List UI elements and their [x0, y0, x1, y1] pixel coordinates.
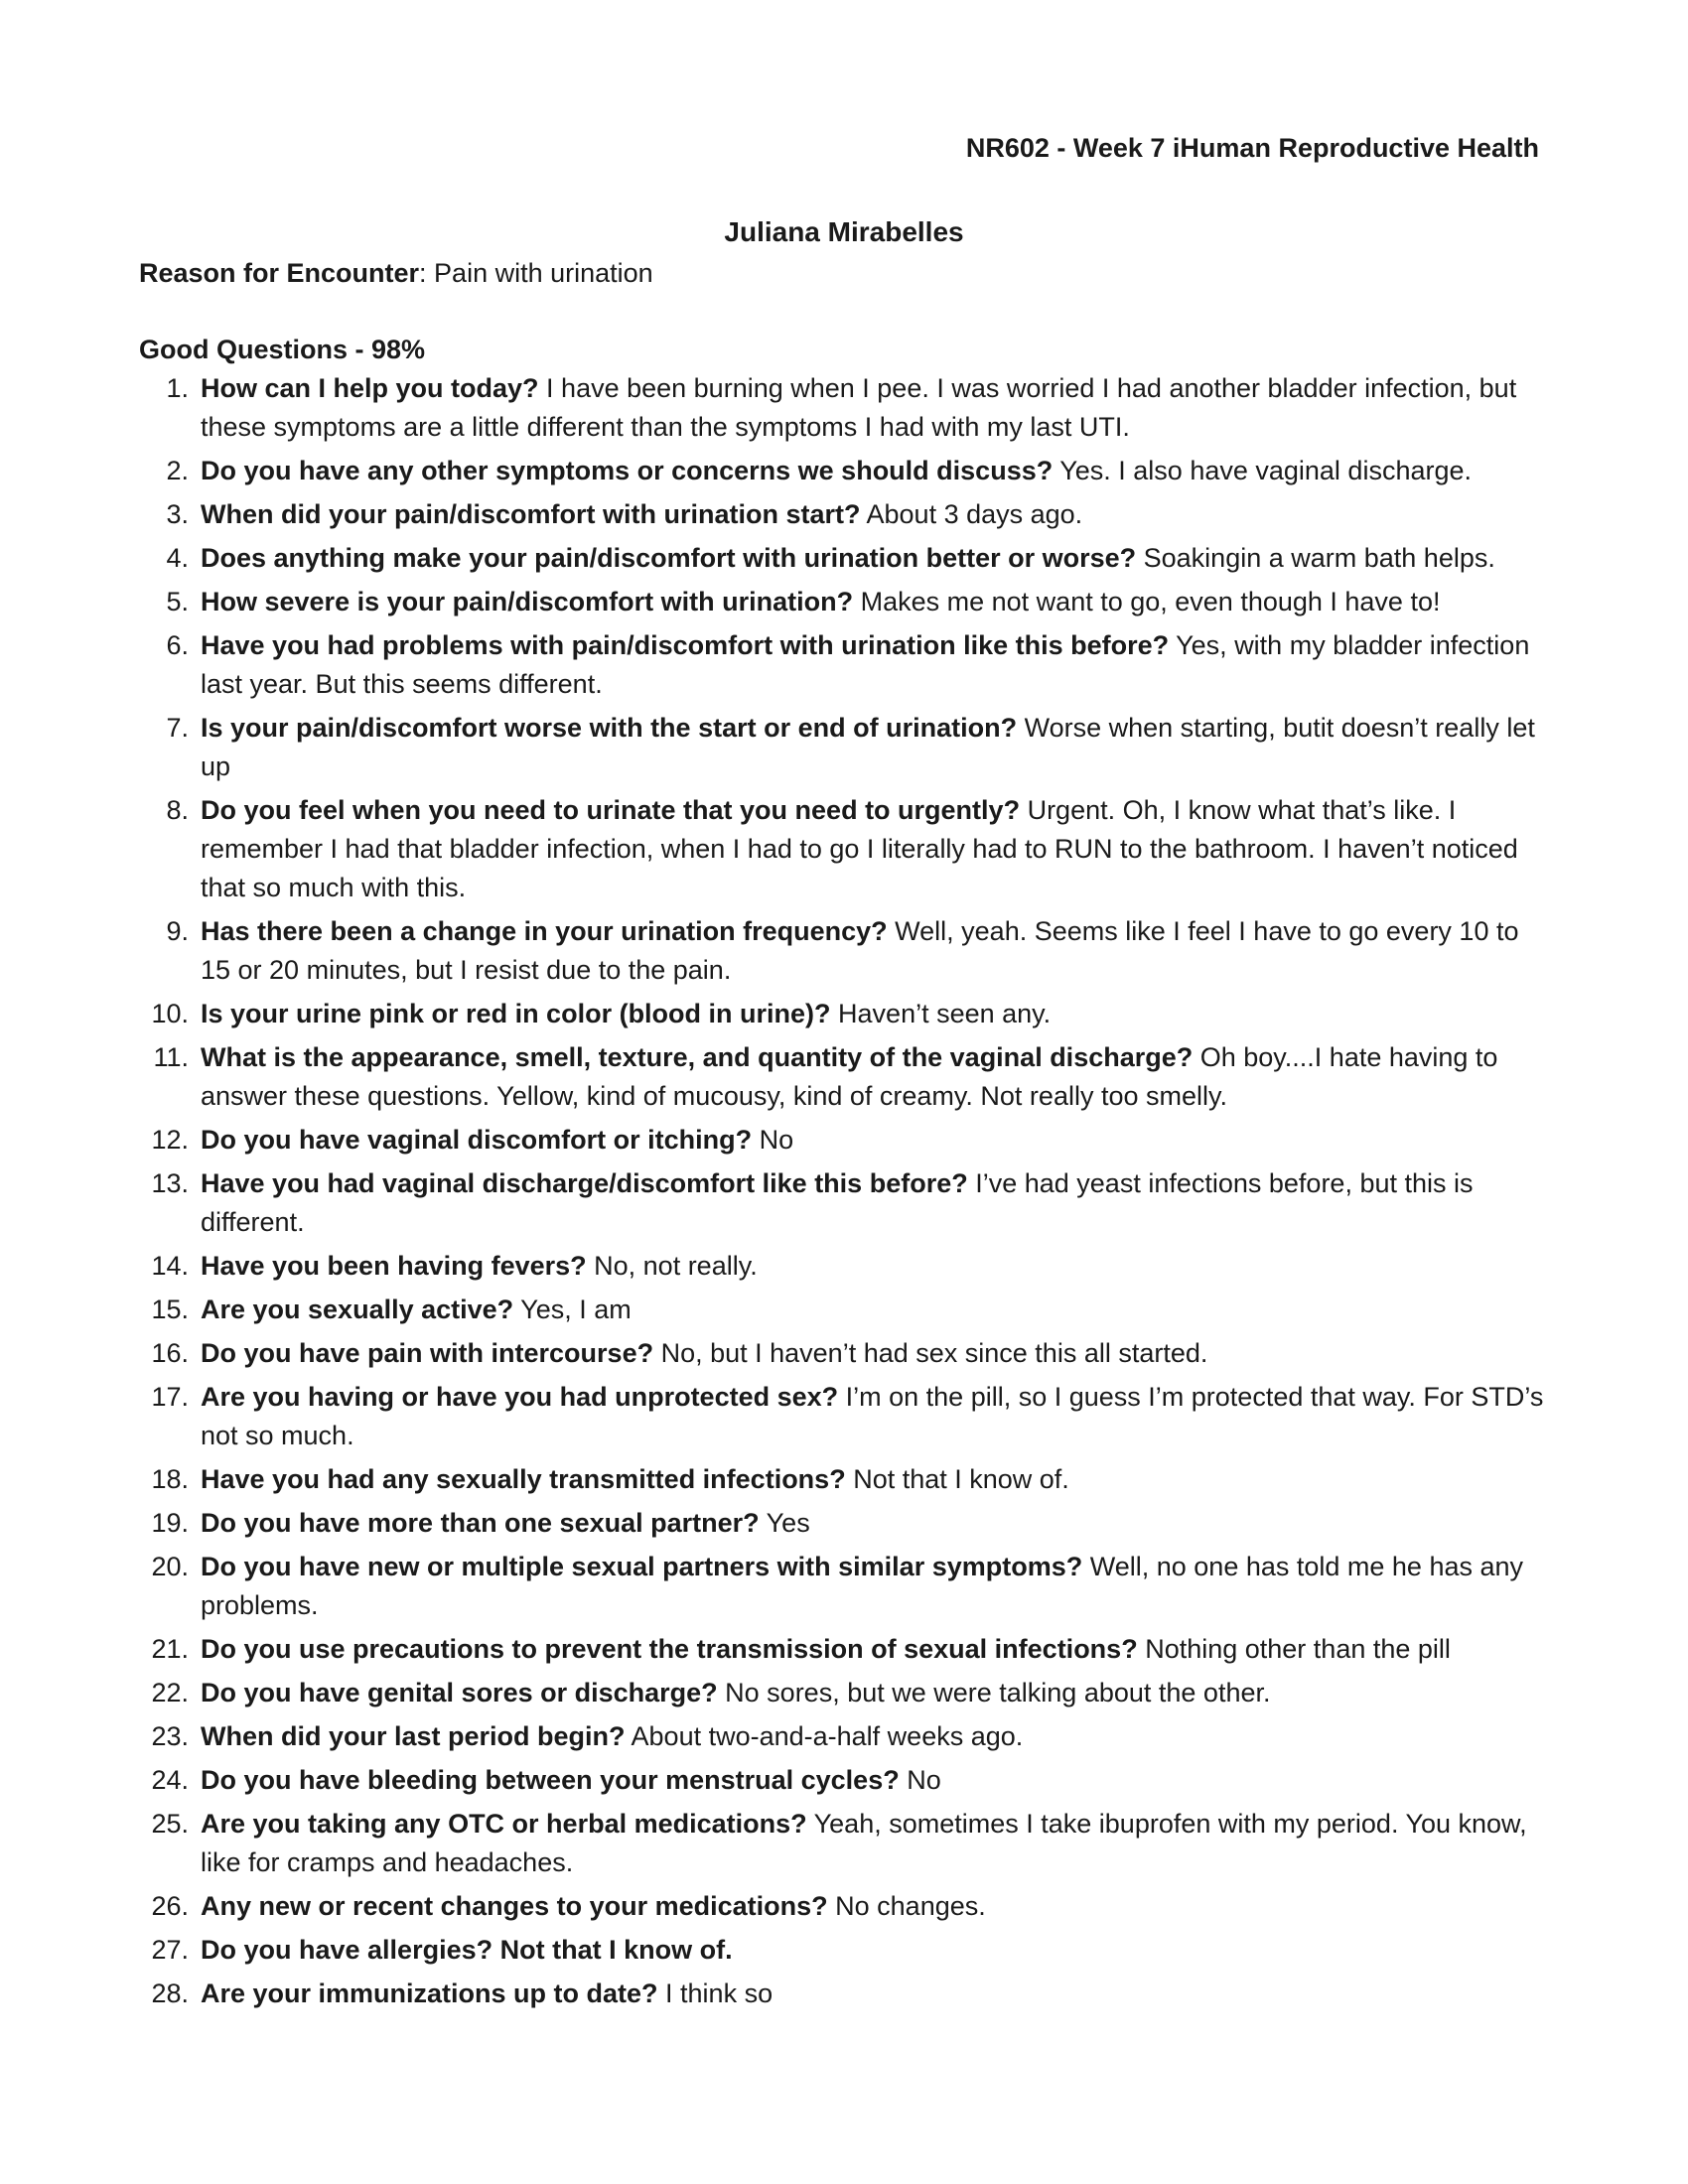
- question-text: Do you have allergies? Not that I know of.: [201, 1935, 733, 1965]
- question-item: [139, 583, 1549, 621]
- question-number: 13.: [151, 1168, 189, 1198]
- question-text: Is your pain/discomfort worse with the start or end of urination?: [201, 713, 1018, 743]
- question-item: [139, 626, 1549, 704]
- question-item: [139, 1887, 1549, 1926]
- question-text: Are you having or have you had unprotected sex?: [201, 1382, 839, 1412]
- answer-text: About 3 days ago.: [860, 499, 1083, 529]
- question-number: 11.: [153, 1042, 189, 1072]
- question-number: 12.: [151, 1125, 189, 1155]
- question-number: 16.: [151, 1338, 189, 1368]
- answer-text: I’m on the pill, so I guess I’m protected that way. For STD’s not so much.: [201, 1382, 1544, 1450]
- question-text: Any new or recent changes to your medications?: [201, 1891, 828, 1921]
- answer-text: Not that I know of.: [845, 1464, 1069, 1494]
- section-heading: Good Questions - 98%: [139, 335, 426, 364]
- question-text: Are you taking any OTC or herbal medications?: [201, 1809, 807, 1839]
- answer-text: No: [899, 1765, 941, 1795]
- answer-text: Makes me not want to go, even though I have to!: [853, 587, 1441, 616]
- reason-label: Reason for Encounter: [139, 258, 420, 288]
- question-item: [139, 452, 1549, 490]
- question-text: Have you been having fevers?: [201, 1251, 587, 1281]
- answer-text: Yes: [759, 1508, 810, 1538]
- answer-text: Well, no one has told me he has any problems.: [201, 1552, 1524, 1620]
- question-text: How can I help you today?: [201, 373, 539, 403]
- question-text: How severe is your pain/discomfort with urination?: [201, 587, 854, 616]
- question-text: Do you have bleeding between your menstrual cycles?: [201, 1765, 900, 1795]
- question-number: 8.: [166, 795, 189, 825]
- answer-text: Well, yeah. Seems like I feel I have to go every 10 to 15 or 20 minutes, but I resist due to the pain.: [201, 916, 1519, 985]
- question-number: 19.: [151, 1508, 189, 1538]
- question-number: 28.: [151, 1979, 189, 2008]
- question-text: Do you have more than one sexual partner?: [201, 1508, 760, 1538]
- answer-text: Oh boy....I hate having to answer these questions. Yellow, kind of mucousy, kind of creamy. Not really too smelly.: [201, 1042, 1498, 1111]
- question-item: [139, 1121, 1549, 1160]
- question-text: Are you sexually active?: [201, 1295, 514, 1324]
- question-text: Do you have any other symptoms or concerns we should discuss?: [201, 456, 1054, 485]
- answer-text: Soakingin a warm bath helps.: [1136, 543, 1495, 573]
- question-item: [139, 369, 1549, 447]
- question-item: [139, 1504, 1549, 1543]
- question-number: 22.: [151, 1678, 189, 1707]
- question-number: 3.: [166, 499, 189, 529]
- question-item: [139, 1717, 1549, 1756]
- question-text: Do you have vaginal discomfort or itching?: [201, 1125, 753, 1155]
- answer-text: Yes, I am: [513, 1295, 632, 1324]
- answer-text: Yes, with my bladder infection last year. But this seems different.: [201, 630, 1530, 699]
- question-number: 14.: [151, 1251, 189, 1281]
- reason-for-encounter: [139, 258, 653, 289]
- answer-text: I have been burning when I pee. I was worried I had another bladder infection, but these symptoms are a little different than the symptoms I had with my last UTI.: [201, 373, 1517, 442]
- question-number: 25.: [151, 1809, 189, 1839]
- question-text: Has there been a change in your urination frequency?: [201, 916, 888, 946]
- question-text: Do you use precautions to prevent the transmission of sexual infections?: [201, 1634, 1138, 1664]
- question-list: [139, 369, 1549, 2018]
- question-number: 15.: [151, 1295, 189, 1324]
- question-text: When did your last period begin?: [201, 1721, 626, 1751]
- question-item: [139, 1291, 1549, 1329]
- answer-text: I think so: [657, 1979, 774, 2008]
- question-item: [139, 791, 1549, 907]
- question-number: 7.: [166, 713, 189, 743]
- answer-text: Worse when starting, butit doesn’t really let up: [201, 713, 1535, 781]
- question-item: [139, 1548, 1549, 1625]
- question-number: 21.: [151, 1634, 189, 1664]
- question-item: [139, 1460, 1549, 1499]
- question-item: [139, 495, 1549, 534]
- question-item: [139, 709, 1549, 786]
- question-number: 2.: [166, 456, 189, 485]
- answer-text: No, not really.: [586, 1251, 758, 1281]
- question-item: [139, 1247, 1549, 1286]
- question-item: [139, 1761, 1549, 1800]
- answer-text: Yeah, sometimes I take ibuprofen with my period. You know, like for cramps and headaches.: [201, 1809, 1527, 1877]
- question-number: 10.: [151, 999, 189, 1028]
- answer-text: Nothing other than the pill: [1137, 1634, 1451, 1664]
- answer-text: No sores, but we were talking about the other.: [717, 1678, 1271, 1707]
- question-item: [139, 1378, 1549, 1455]
- answer-text: Haven’t seen any.: [830, 999, 1052, 1028]
- question-text: Do you have new or multiple sexual partners with similar symptoms?: [201, 1552, 1083, 1581]
- patient-name-title: Juliana Mirabelles: [724, 216, 964, 247]
- question-text: Are your immunizations up to date?: [201, 1979, 658, 2008]
- question-text: Do you have genital sores or discharge?: [201, 1678, 718, 1707]
- question-text: Do you have pain with intercourse?: [201, 1338, 654, 1368]
- question-number: 9.: [166, 916, 189, 946]
- question-item: [139, 995, 1549, 1033]
- question-item: [139, 912, 1549, 990]
- question-number: 5.: [166, 587, 189, 616]
- question-text: Is your urine pink or red in color (blood in urine)?: [201, 999, 831, 1028]
- question-number: 23.: [151, 1721, 189, 1751]
- question-item: [139, 1975, 1549, 2013]
- question-number: 17.: [151, 1382, 189, 1412]
- answer-text: No: [752, 1125, 794, 1155]
- question-number: 27.: [151, 1935, 189, 1965]
- question-text: Have you had vaginal discharge/discomfort like this before?: [201, 1168, 968, 1198]
- question-text: Have you had any sexually transmitted infections?: [201, 1464, 846, 1494]
- question-number: 20.: [151, 1552, 189, 1581]
- question-number: 18.: [151, 1464, 189, 1494]
- answer-text: About two-and-a-half weeks ago.: [625, 1721, 1024, 1751]
- answer-text: No, but I haven’t had sex since this all started.: [653, 1338, 1208, 1368]
- question-item: [139, 1038, 1549, 1116]
- question-item: [139, 1164, 1549, 1242]
- question-item: [139, 539, 1549, 578]
- answer-text: No changes.: [827, 1891, 986, 1921]
- question-item: [139, 1674, 1549, 1712]
- question-text: Have you had problems with pain/discomfort with urination like this before?: [201, 630, 1170, 660]
- question-number: 26.: [151, 1891, 189, 1921]
- question-text: Do you feel when you need to urinate that you need to urgently?: [201, 795, 1021, 825]
- question-number: 4.: [166, 543, 189, 573]
- answer-text: Yes. I also have vaginal discharge.: [1053, 456, 1473, 485]
- question-text: When did your pain/discomfort with urination start?: [201, 499, 861, 529]
- question-item: [139, 1630, 1549, 1669]
- question-number: 24.: [151, 1765, 189, 1795]
- question-number: 1.: [166, 373, 189, 403]
- answer-text: I’ve had yeast infections before, but this is different.: [201, 1168, 1474, 1237]
- question-text: What is the appearance, smell, texture, and quantity of the vaginal discharge?: [201, 1042, 1194, 1072]
- answer-text: Urgent. Oh, I know what that’s like. I remember I had that bladder infection, when I had to go I literally had to RUN to the bathroom. I haven’t noticed that so much with this.: [201, 795, 1518, 902]
- question-item: [139, 1931, 1549, 1970]
- reason-value: : Pain with urination: [419, 258, 653, 288]
- question-item: [139, 1805, 1549, 1882]
- question-number: 6.: [166, 630, 189, 660]
- course-header: NR602 - Week 7 iHuman Reproductive Health: [965, 133, 1539, 163]
- question-item: [139, 1334, 1549, 1373]
- question-text: Does anything make your pain/discomfort with urination better or worse?: [201, 543, 1137, 573]
